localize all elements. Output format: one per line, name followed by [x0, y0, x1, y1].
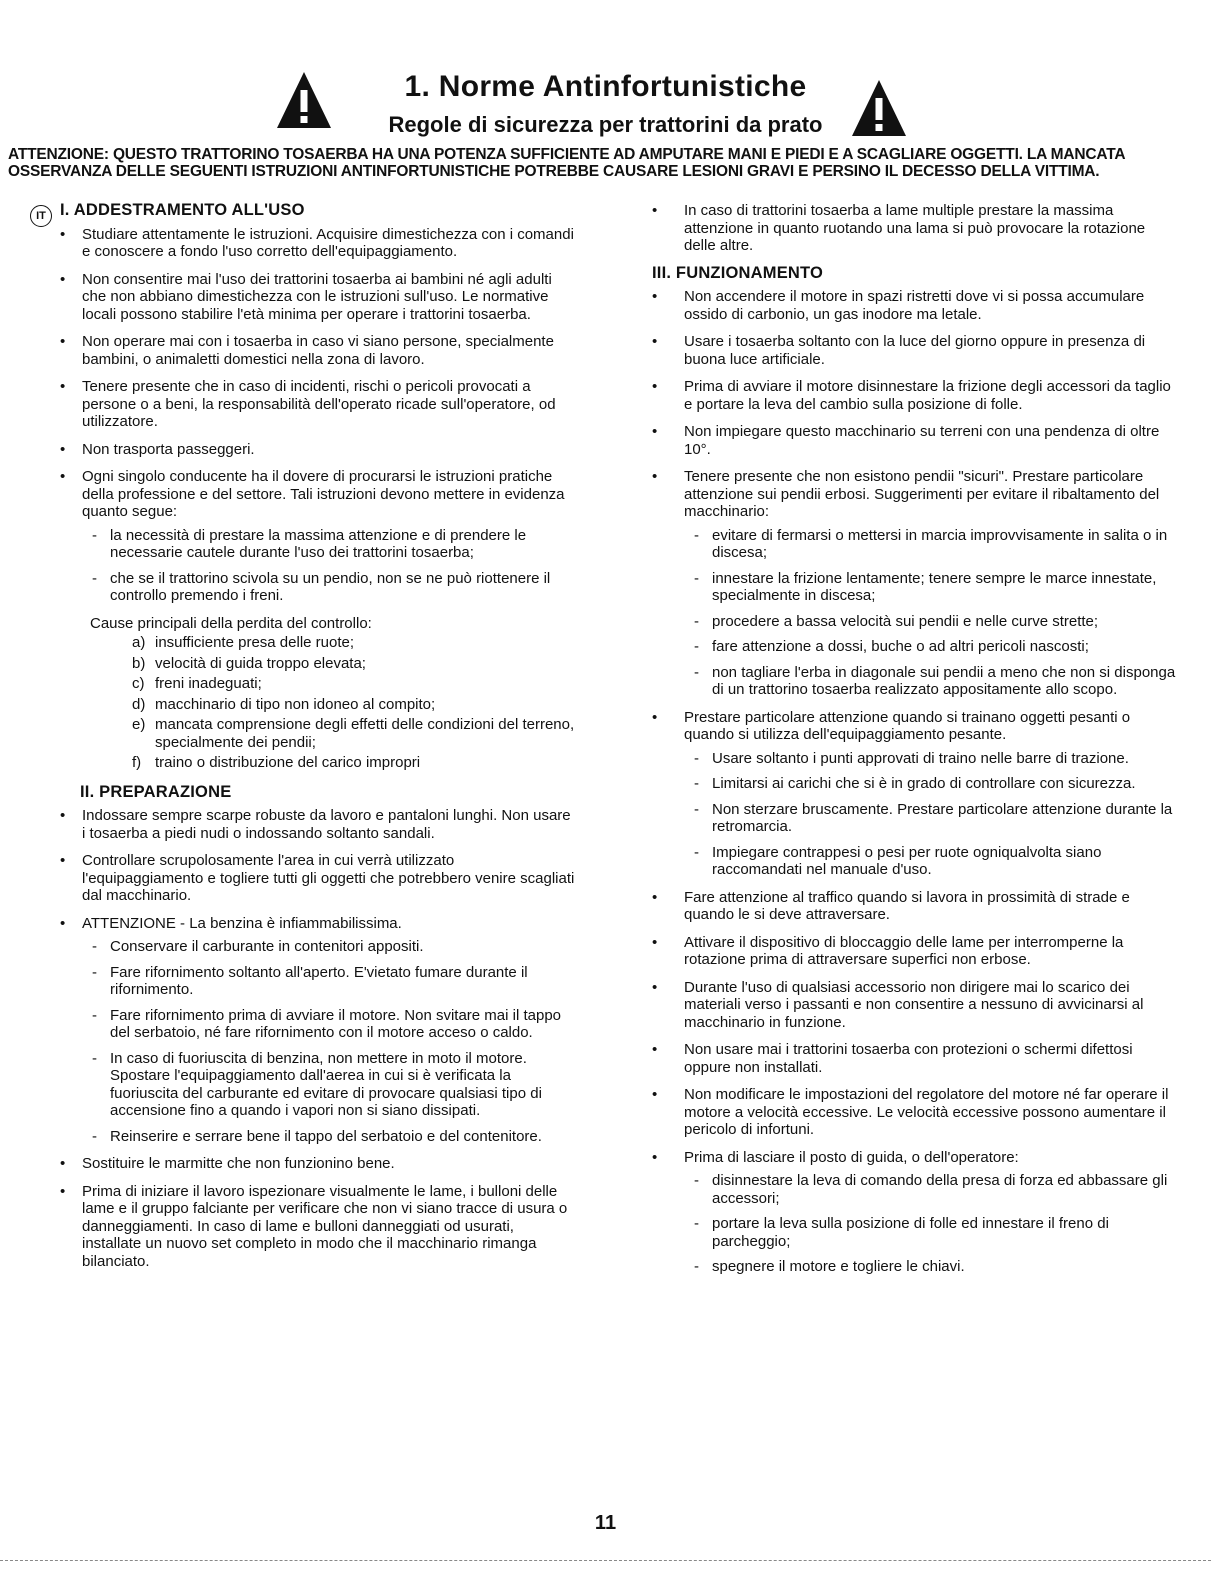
sub-list-item: - fare attenzione a dossi, buche o ad altri pericoli nascosti;: [684, 638, 1180, 656]
sub-list-item: - la necessità di prestare la massima attenzione e di prendere le necessarie cautele durante l'uso dei trattorini tosaerba;: [82, 527, 575, 562]
training-list: [30, 226, 575, 605]
sub-list-item: - procedere a bassa velocità sui pendii e nelle curve strette;: [684, 613, 1180, 631]
sub-list-item: - Reinserire e serrare bene il tappo del serbatoio e del contenitore.: [82, 1128, 575, 1146]
causes-title: Cause principali della perdita del controllo:: [90, 614, 372, 632]
cause-text: mancata comprensione degli effetti delle condizioni del terreno, specialmente dei pendii;: [155, 716, 575, 751]
sub-list-item: - innestare la frizione lentamente; tenere sempre le marce innestate, specialmente in discesa;: [684, 570, 1180, 605]
list-item: • Usare i tosaerba soltanto con la luce del giorno oppure in presenza di buona luce artificiale.: [640, 333, 1180, 368]
cause-marker: c): [132, 675, 145, 692]
sub-list-item: - portare la leva sulla posizione di folle ed innestare il freno di parcheggio;: [684, 1215, 1180, 1250]
divider: [0, 1560, 1211, 1561]
cause-item: [30, 754, 575, 772]
cause-text: insufficiente presa delle ruote;: [155, 634, 355, 651]
list-item-text: Tenere presente che non esistono pendii "sicuri". Prestare particolare attenzione sui pendii erbosi. Suggerimenti per evitare il ribaltamento del macchinario:: [684, 468, 1160, 520]
sub-list-item: - Limitarsi ai carichi che si è in grado di controllare con sicurezza.: [684, 775, 1180, 793]
cause-marker: e): [132, 716, 146, 733]
list-item: [640, 1149, 1180, 1276]
sub-list-item: - Conservare il carburante in contenitori appositi.: [82, 938, 575, 956]
left-column: [30, 202, 575, 1280]
list-item: • Non impiegare questo macchinario su terreni con una pendenza di oltre 10°.: [640, 423, 1180, 458]
page-title: 1. Norme Antinfortunistiche: [404, 70, 807, 103]
list-item: • Non trasporta passeggeri.: [30, 441, 575, 459]
list-item: [30, 915, 575, 1146]
cause-item: [30, 634, 575, 652]
page-subtitle: Regole di sicurezza per trattorini da prato: [388, 112, 823, 137]
list-item: • Non consentire mai l'uso dei trattorini tosaerba ai bambini né agli adulti che non abbiano dimestichezza con le istruzioni sull'uso. Le normative locali possono stabilire l'età minima per operare i trattorini tosaerba.: [30, 271, 575, 324]
cause-item: [30, 655, 575, 673]
cause-text: traino o distribuzione del carico impropri: [155, 754, 421, 771]
list-item: • Sostituire le marmitte che non funzionino bene.: [30, 1155, 575, 1173]
fuel-sub-list: [82, 938, 575, 1145]
page-header: [0, 60, 1211, 160]
sub-list-item: - non tagliare l'erba in diagonale sui pendii a meno che non si disponga di un trattorino tosaerba realizzato appositamente allo scopo.: [684, 664, 1180, 699]
cause-item: [30, 696, 575, 714]
slope-sub-list: [684, 527, 1180, 699]
list-item: • Attivare il dispositivo di bloccaggio delle lame per interromperne la rotazione prima di attraversare superfici non erbose.: [640, 934, 1180, 969]
safety-warning: [8, 146, 1203, 180]
sub-list: [82, 527, 575, 605]
cause-item: [30, 675, 575, 693]
causes-list: [30, 634, 575, 772]
list-item-text: Prima di lasciare il posto di guida, o dell'operatore:: [684, 1148, 1019, 1166]
preparation-list-continued: [640, 202, 1180, 255]
cause-text: velocità di guida troppo elevata;: [155, 654, 366, 672]
list-item: • Fare attenzione al traffico quando si lavora in prossimità di strade e quando le si deve attraversare.: [640, 889, 1180, 924]
list-item: • Non accendere il motore in spazi ristretti dove vi si possa accumulare ossido di carbonio, un gas inodore ma letale.: [640, 288, 1180, 323]
sub-list-item: - Usare soltanto i punti approvati di traino nelle barre di trazione.: [684, 750, 1180, 768]
warning-text: QUESTO TRATTORINO TOSAERBA HA UNA POTENZA SUFFICIENTE AD AMPUTARE MANI E PIEDI E A SCAGLIARE OGGETTI. LA MANCATA OSSERVANZA DELLE SEGUENTI ISTRUZIONI ANTINFORTUNISTICHE POTREBBE CAUSARE LESIONI GRAVI E PERSINO IL DECESSO DELLA VITTIMA.: [8, 146, 1125, 180]
page-number: 11: [594, 1512, 617, 1534]
sub-list-item: - Fare rifornimento prima di avviare il motore. Non svitare mai il tappo del serbatoio, né fare rifornimento con il motore acceso o caldo.: [82, 1007, 575, 1042]
list-item: • Non usare mai i trattorini tosaerba con protezioni o schermi difettosi oppure non installati.: [640, 1041, 1180, 1076]
sub-list-item: - disinnestare la leva di comando della presa di forza ed abbassare gli accessori;: [684, 1172, 1180, 1207]
list-item: • Studiare attentamente le istruzioni. Acquisire dimestichezza con i comandi e conoscere a fondo l'uso corretto dell'equipaggiamento.: [30, 226, 575, 261]
cause-marker: d): [132, 695, 146, 713]
list-item: [30, 468, 575, 605]
sub-list-item: - Non sterzare bruscamente. Prestare particolare attenzione durante la retromarcia.: [684, 801, 1180, 836]
sub-list-item: - evitare di fermarsi o mettersi in marcia improvvisamente in salita o in discesa;: [684, 527, 1180, 562]
section-title-preparation: II. PREPARAZIONE: [80, 782, 232, 801]
cause-item: [30, 716, 575, 751]
cause-marker: f): [132, 754, 142, 771]
warning-label: ATTENZIONE:: [8, 146, 109, 163]
list-item: • In caso di trattorini tosaerba a lame multiple prestare la massima attenzione in quanto ruotando una lama si può provocare la rotazione delle altre.: [640, 202, 1180, 255]
sub-list-item: - che se il trattorino scivola su un pendio, non se ne può riottenere il controllo premendo i freni.: [82, 570, 575, 605]
list-item: • Controllare scrupolosamente l'area in cui verrà utilizzato l'equipaggiamento e togliere tutti gli oggetti che potrebbero venire scagliati dal macchinario.: [30, 852, 575, 905]
sub-list-item: - In caso di fuoriuscita di benzina, non mettere in moto il motore. Spostare l'equipaggiamento dall'aerea in cui si è verificata la fuoriuscita del carburante ed evitare di provocare qualsiasi tipo di accensione fino a quando i vapori non si siano dissipati.: [82, 1050, 575, 1120]
list-item: • Tenere presente che in caso di incidenti, rischi o pericoli provocati a persone o a beni, la responsabilità dell'operato ricade sull'operatore, od utilizzatore.: [30, 378, 575, 431]
cause-marker: a): [132, 634, 146, 651]
list-item-text: Prestare particolare attenzione quando si trainano oggetti pesanti o quando si utilizza dell'equipaggiamento pesante.: [684, 708, 1131, 743]
list-item-text: Ogni singolo conducente ha il dovere di procurarsi le istruzioni pratiche della professione e del settore. Tali istruzioni devono mettere in evidenza quanto segue:: [82, 468, 565, 520]
list-item: [640, 709, 1180, 879]
operation-list: [640, 288, 1180, 1276]
preparation-list: [30, 807, 575, 1270]
section-title-operation: III. FUNZIONAMENTO: [652, 263, 824, 282]
cause-marker: b): [132, 654, 146, 672]
list-item: • Non operare mai con i tosaerba in caso vi siano persone, specialmente bambini, o animaletti domestici nella zona di lavoro.: [30, 333, 575, 368]
right-column: [640, 202, 1180, 1286]
language-badge: IT: [30, 205, 52, 227]
tow-sub-list: [684, 750, 1180, 879]
sub-list-item: - Impiegare contrappesi o pesi per ruote ogniqualvolta siano raccomandati nel manuale d'uso.: [684, 844, 1180, 879]
cause-text: freni inadeguati;: [155, 675, 262, 692]
list-item: • Durante l'uso di qualsiasi accessorio non dirigere mai lo scarico dei materiali verso i passanti e non consentire a nessuno di avvicinarsi al macchinario in funzione.: [640, 979, 1180, 1032]
warning-triangle-icon: [850, 78, 908, 138]
cause-text: macchinario di tipo non idoneo al compito;: [155, 695, 436, 713]
list-item: • Indossare sempre scarpe robuste da lavoro e pantaloni lunghi. Non usare i tosaerba a piedi nudi o indossando soltanto sandali.: [30, 807, 575, 842]
sub-list-item: - spegnere il motore e togliere le chiavi.: [684, 1258, 1180, 1276]
section-title-training: I. ADDESTRAMENTO ALL'USO: [60, 201, 305, 219]
list-item-text: ATTENZIONE - La benzina è infiammabilissima.: [82, 914, 402, 932]
leave-sub-list: [684, 1172, 1180, 1276]
list-item: • Prima di iniziare il lavoro ispezionare visualmente le lame, i bulloni delle lame e il gruppo falciante per verificare che non vi siano tracce di usura o danneggiamenti. In caso di lame e bulloni danneggiati od usurati, installate un nuovo set completo in modo che il macchinario rimanga bilanciato.: [30, 1183, 575, 1271]
list-item: • Prima di avviare il motore disinnestare la frizione degli accessori da taglio e portare la leva del cambio sulla posizione di folle.: [640, 378, 1180, 413]
list-item: • Non modificare le impostazioni del regolatore del motore né far operare il motore a velocità eccessive. Le velocità eccessive possono aumentare il pericolo di infortuni.: [640, 1086, 1180, 1139]
sub-list-item: - Fare rifornimento soltanto all'aperto. E'vietato fumare durante il rifornimento.: [82, 964, 575, 999]
list-item: [640, 468, 1180, 699]
